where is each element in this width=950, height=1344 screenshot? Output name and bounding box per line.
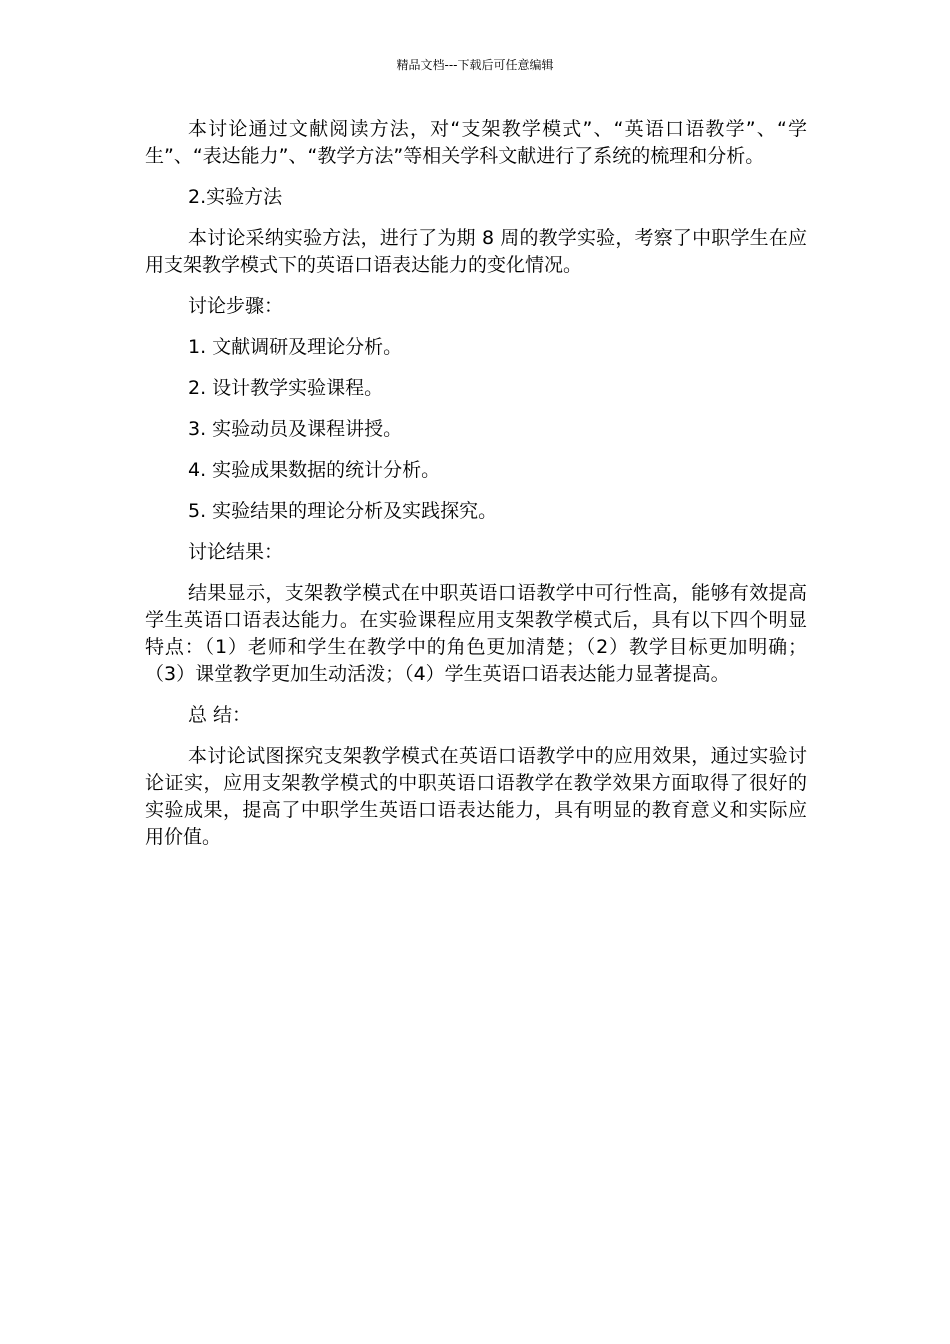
list-item-step-2: 2. 设计教学实验课程。 bbox=[188, 377, 384, 399]
list-item-step-3: 3. 实验动员及课程讲授。 bbox=[188, 418, 403, 440]
page-header: 精品文档---下载后可任意编辑 bbox=[396, 58, 554, 72]
list-item-step-5: 5. 实验结果的理论分析及实践探究。 bbox=[188, 500, 498, 522]
paragraph-summary: 本讨论试图探究支架教学模式在英语口语教学中的应用效果，通过实验讨论证实，应用支架教学模式的中职英语口语教学在教学效果方面取得了很好的实验成果，提高了中职学生英语口语表达能力，具有明显的教育意义和实际应用价值。 bbox=[145, 745, 807, 848]
section-heading-results: 讨论结果： bbox=[188, 541, 284, 563]
document-body bbox=[145, 116, 807, 865]
section-heading-summary: 总 结： bbox=[188, 704, 252, 726]
list-item-step-1: 1. 文献调研及理论分析。 bbox=[188, 336, 403, 358]
paragraph-results: 结果显示，支架教学模式在中职英语口语教学中可行性高，能够有效提高学生英语口语表达能力。在实验课程应用支架教学模式后，具有以下四个明显特点：（1）老师和学生在教学中的角色更加清楚；（2）教学目标更加明确；（3）课堂教学更加生动活泼；（4）学生英语口语表达能力显著提高。 bbox=[145, 582, 807, 685]
paragraph-literature-method: 本讨论通过文献阅读方法，对“支架教学模式”、“英语口语教学”、“学生”、“表达能力”、“教学方法”等相关学科文献进行了系统的梳理和分析。 bbox=[145, 118, 807, 167]
section-heading-research-steps: 讨论步骤： bbox=[188, 295, 284, 317]
list-item-step-4: 4. 实验成果数据的统计分析。 bbox=[188, 459, 441, 481]
section-heading-experiment-method: 2.实验方法 bbox=[188, 186, 283, 208]
paragraph-experiment-method: 本讨论采纳实验方法，进行了为期 8 周的教学实验，考察了中职学生在应用支架教学模式下的英语口语表达能力的变化情况。 bbox=[145, 227, 807, 276]
